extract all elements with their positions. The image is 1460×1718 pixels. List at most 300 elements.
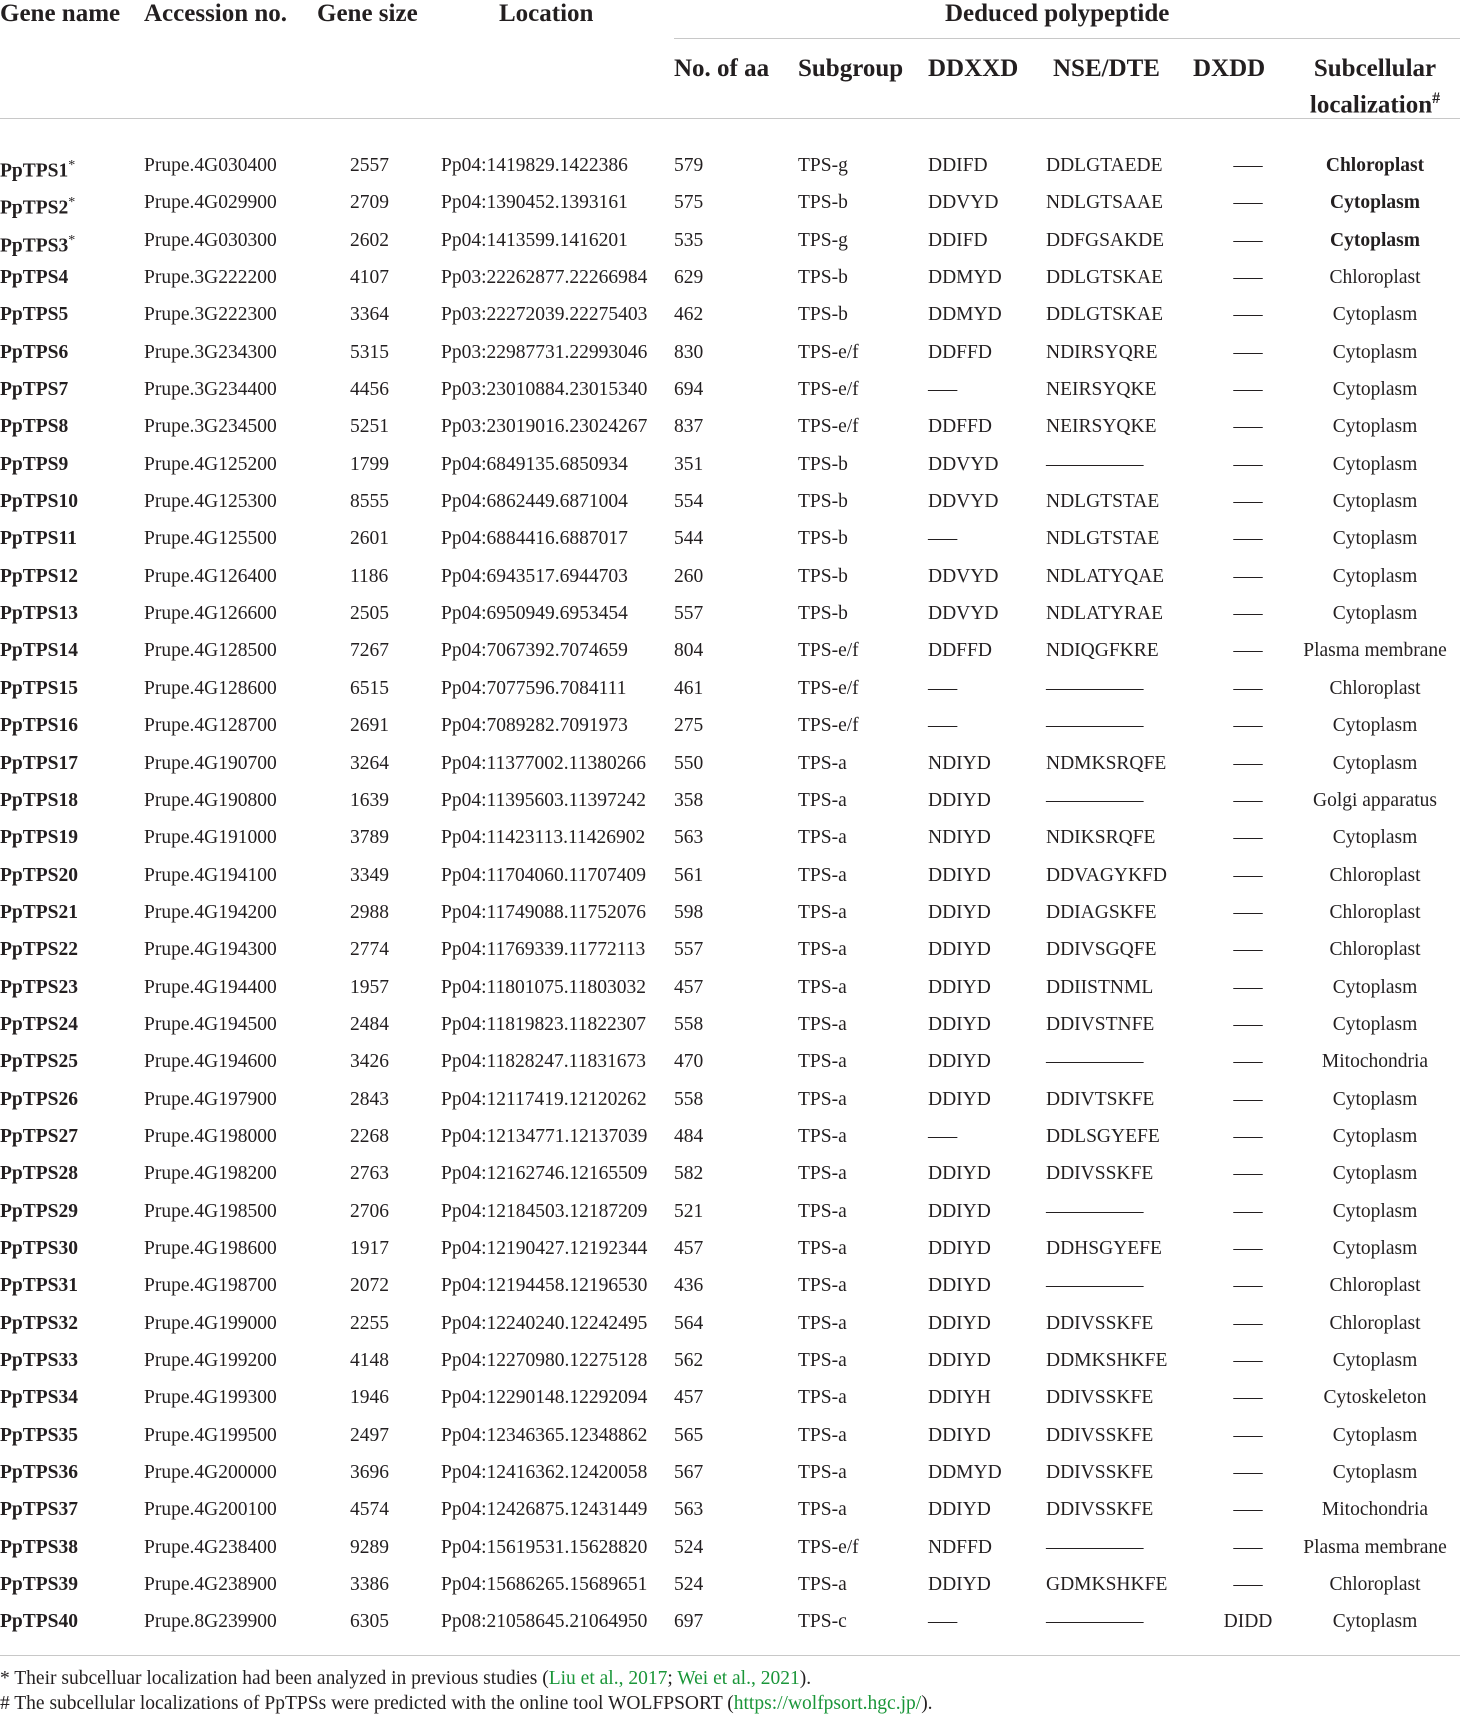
dxdd-cell: —– xyxy=(1233,1312,1263,1334)
dxdd-cell: —– xyxy=(1233,901,1263,923)
dxdd-cell: —– xyxy=(1233,1387,1263,1409)
table-row xyxy=(0,484,1460,521)
table-row xyxy=(0,559,1460,596)
dxdd-cell: —– xyxy=(1233,1350,1263,1371)
gene-size-cell: 3364 xyxy=(350,304,389,326)
table-row xyxy=(0,895,1460,932)
gene-size-cell: 2988 xyxy=(350,901,389,923)
accession-cell: Prupe.4G198000 xyxy=(144,1125,277,1147)
ddxxd-cell: DDVYD xyxy=(928,565,999,587)
aa-count-cell: 563 xyxy=(674,827,704,849)
subgroup-cell: TPS-b xyxy=(798,528,848,550)
accession-cell: Prupe.4G194600 xyxy=(144,1051,277,1073)
aa-count-cell: 558 xyxy=(674,1013,704,1035)
table-row xyxy=(0,708,1460,745)
dxdd-cell: —– xyxy=(1233,1125,1263,1147)
subgroup-cell: TPS-a xyxy=(798,1275,847,1297)
ddxxd-cell: DDIYH xyxy=(928,1387,991,1409)
accession-cell: Prupe.4G197900 xyxy=(144,1088,277,1110)
aa-count-cell: 579 xyxy=(674,155,704,176)
accession-cell: Prupe.4G126600 xyxy=(144,603,277,625)
ddxxd-cell: DDIYD xyxy=(928,1424,991,1446)
gene-name-text: PpTPS28 xyxy=(0,1163,79,1185)
header-accession: Accession no. xyxy=(144,0,288,27)
gene-size-cell: 1186 xyxy=(350,565,389,587)
gene-name-mark: * xyxy=(68,232,76,248)
localization-cell: Cytoplasm xyxy=(1332,491,1418,513)
dxdd-cell: —– xyxy=(1233,976,1263,998)
nse-dte-cell: ————— xyxy=(1046,1051,1144,1073)
gene-size-cell: 2484 xyxy=(350,1013,389,1035)
table-row xyxy=(0,1007,1460,1044)
gene-name-cell xyxy=(0,342,68,364)
nse-dte-cell: DDLGTSKAE xyxy=(1046,304,1163,326)
gene-size-cell: 3696 xyxy=(350,1462,389,1484)
location-cell: Pp04:11828247.11831673 xyxy=(441,1051,646,1073)
nse-dte-cell: NDLGTSAAE xyxy=(1046,192,1163,214)
nse-dte-cell: DDIVSGQFE xyxy=(1046,939,1157,961)
gene-size-cell: 2497 xyxy=(350,1424,389,1446)
ddxxd-cell: DDIYD xyxy=(928,864,991,886)
header-no-of-aa: No. of aa xyxy=(674,55,770,82)
dxdd-cell: —– xyxy=(1233,416,1263,438)
gene-name-cell xyxy=(0,977,78,999)
location-cell: Pp04:12426875.12431449 xyxy=(441,1499,648,1521)
aa-count-cell: 470 xyxy=(674,1051,704,1073)
subgroup-cell: TPS-a xyxy=(798,1125,847,1147)
gene-size-cell: 1917 xyxy=(350,1237,389,1259)
localization-cell: Cytoplasm xyxy=(1332,752,1418,774)
aa-count-cell: 457 xyxy=(674,1237,704,1259)
gene-name-text: PpTPS31 xyxy=(0,1275,79,1297)
gene-name-cell xyxy=(0,1574,78,1596)
localization-cell: Cytoplasm xyxy=(1332,1424,1418,1446)
table-row xyxy=(0,1231,1460,1268)
gene-size-cell: 4107 xyxy=(350,267,389,289)
gene-name-text: PpTPS13 xyxy=(0,603,79,625)
table-row xyxy=(0,1380,1460,1417)
header-dxdd: DXDD xyxy=(1193,55,1266,82)
ddxxd-cell: DDFFD xyxy=(928,416,992,438)
dxdd-cell: —– xyxy=(1233,1163,1263,1185)
gene-name-mark: * xyxy=(68,195,76,211)
gene-name-cell xyxy=(0,753,78,775)
subgroup-cell: TPS-b xyxy=(798,565,848,587)
location-cell: Pp04:12346365.12348862 xyxy=(441,1424,648,1446)
subgroup-cell: TPS-a xyxy=(798,1462,847,1484)
nse-dte-cell: DDHSGYEFE xyxy=(1046,1237,1162,1259)
aa-count-cell: 830 xyxy=(674,341,704,363)
accession-cell: Prupe.3G234400 xyxy=(144,379,277,401)
gene-size-cell: 3264 xyxy=(350,752,389,774)
localization-cell: Chloroplast xyxy=(1329,267,1421,289)
gene-name-cell xyxy=(0,603,78,625)
gene-size-cell: 2774 xyxy=(350,939,389,961)
aa-count-cell: 567 xyxy=(674,1462,704,1484)
gene-name-cell xyxy=(0,491,78,513)
location-cell: Pp04:12134771.12137039 xyxy=(441,1125,648,1147)
table-row xyxy=(0,148,1460,185)
location-cell: Pp04:11704060.11707409 xyxy=(441,864,646,886)
table-row xyxy=(0,223,1460,260)
location-cell: Pp04:12290148.12292094 xyxy=(441,1387,648,1409)
subgroup-cell: TPS-a xyxy=(798,789,847,811)
gene-size-cell: 2706 xyxy=(350,1200,389,1222)
dxdd-cell: —– xyxy=(1233,1275,1263,1297)
subgroup-cell: TPS-b xyxy=(798,192,848,214)
gene-name-text: PpTPS4 xyxy=(0,267,69,289)
gene-name-cell xyxy=(0,678,78,700)
nse-dte-cell: DDLSGYEFE xyxy=(1046,1125,1160,1147)
gene-name-cell xyxy=(0,1537,78,1559)
ddxxd-cell: DDIYD xyxy=(928,901,991,923)
accession-cell: Prupe.4G199300 xyxy=(144,1387,277,1409)
ddxxd-cell: DDIYD xyxy=(928,1350,991,1371)
nse-dte-cell: DDIVSSKFE xyxy=(1046,1499,1154,1521)
table-row xyxy=(0,1306,1460,1343)
accession-cell: Prupe.4G199500 xyxy=(144,1424,277,1446)
accession-cell: Prupe.4G194300 xyxy=(144,939,277,961)
header-ddxxd: DDXXD xyxy=(928,55,1019,82)
gene-name-cell xyxy=(0,1014,78,1036)
dxdd-cell: —– xyxy=(1233,565,1263,587)
gene-name-text: PpTPS11 xyxy=(0,528,77,550)
dxdd-cell: —– xyxy=(1233,677,1263,699)
localization-cell: Chloroplast xyxy=(1329,1312,1421,1334)
accession-cell: Prupe.4G128500 xyxy=(144,640,277,662)
footnote-2 xyxy=(0,1692,933,1716)
gene-name-text: PpTPS12 xyxy=(0,565,79,587)
gene-size-cell: 4148 xyxy=(350,1350,389,1371)
subgroup-cell: TPS-a xyxy=(798,1088,847,1110)
ddxxd-cell: —– xyxy=(928,715,958,737)
table-row xyxy=(0,447,1460,484)
gene-size-cell: 3386 xyxy=(350,1574,389,1596)
accession-cell: Prupe.4G190800 xyxy=(144,789,277,811)
location-cell: Pp04:11769339.11772113 xyxy=(441,939,646,961)
gene-size-cell: 1799 xyxy=(350,453,389,475)
nse-dte-cell: DDIVTSKFE xyxy=(1046,1088,1155,1110)
localization-cell: Cytoplasm xyxy=(1332,976,1418,998)
nse-dte-cell: ————— xyxy=(1046,677,1144,699)
location-cell: Pp04:7077596.7084111 xyxy=(441,677,627,699)
ddxxd-cell: DDIYD xyxy=(928,1013,991,1035)
gene-size-cell: 2691 xyxy=(350,715,389,737)
gene-size-cell: 6515 xyxy=(350,677,389,699)
location-cell: Pp04:15686265.15689651 xyxy=(441,1574,648,1596)
aa-count-cell: 697 xyxy=(674,1611,704,1633)
dxdd-cell: —– xyxy=(1233,192,1263,214)
accession-cell: Prupe.4G194400 xyxy=(144,976,277,998)
citation-link-liu[interactable]: Liu et al., 2017 xyxy=(548,1668,668,1689)
gene-name-text: PpTPS40 xyxy=(0,1611,79,1633)
gene-size-cell: 5315 xyxy=(350,341,389,363)
header-nse-dte: NSE/DTE xyxy=(1053,55,1160,82)
subgroup-cell: TPS-a xyxy=(798,864,847,886)
aa-count-cell: 598 xyxy=(674,901,704,923)
gene-name-text: PpTPS36 xyxy=(0,1462,79,1484)
gene-name-text: PpTPS14 xyxy=(0,640,79,662)
aa-count-cell: 484 xyxy=(674,1125,704,1147)
aa-count-cell: 563 xyxy=(674,1499,704,1521)
localization-cell: Cytoplasm xyxy=(1332,1350,1418,1371)
gene-name-cell xyxy=(0,1275,78,1297)
gene-name-text: PpTPS20 xyxy=(0,864,79,886)
dxdd-cell: —– xyxy=(1233,789,1263,811)
location-cell: Pp03:23019016.23024267 xyxy=(441,416,648,438)
aa-count-cell: 550 xyxy=(674,752,704,774)
dxdd-cell: —– xyxy=(1233,1013,1263,1035)
gene-name-text: PpTPS25 xyxy=(0,1051,79,1073)
gene-name-text: PpTPS24 xyxy=(0,1013,79,1035)
gene-name-text: PpTPS17 xyxy=(0,752,79,774)
gene-name-text: PpTPS23 xyxy=(0,976,79,998)
accession-cell: Prupe.4G125200 xyxy=(144,453,277,475)
aa-count-cell: 524 xyxy=(674,1574,704,1596)
table-row xyxy=(0,1119,1460,1156)
gene-size-cell: 2602 xyxy=(350,229,389,251)
table-row xyxy=(0,1530,1460,1567)
nse-dte-cell: DDIVSSKFE xyxy=(1046,1163,1154,1185)
table-row xyxy=(0,1604,1460,1641)
nse-dte-cell: ————— xyxy=(1046,1275,1144,1297)
gene-size-cell: 2255 xyxy=(350,1312,389,1334)
localization-cell: Cytoplasm xyxy=(1332,341,1418,363)
gene-name-cell xyxy=(0,1499,78,1521)
gene-name-text: PpTPS34 xyxy=(0,1387,79,1409)
gene-size-cell: 2505 xyxy=(350,603,389,625)
ddxxd-cell: DDIYD xyxy=(928,1237,991,1259)
gene-name-text: PpTPS32 xyxy=(0,1312,79,1334)
accession-cell: Prupe.4G194200 xyxy=(144,901,277,923)
dxdd-cell: —– xyxy=(1233,939,1263,961)
accession-cell: Prupe.4G030400 xyxy=(144,155,277,176)
location-cell: Pp03:22262877.22266984 xyxy=(441,267,648,289)
subgroup-cell: TPS-e/f xyxy=(798,416,859,438)
ddxxd-cell: —– xyxy=(928,1125,958,1147)
gene-name-cell xyxy=(0,902,78,924)
localization-cell: Cytoplasm xyxy=(1332,1462,1418,1484)
nse-dte-cell: NEIRSYQKE xyxy=(1046,379,1157,401)
aa-count-cell: 260 xyxy=(674,565,704,587)
nse-dte-cell: NDLATYRAE xyxy=(1046,603,1163,625)
nse-dte-cell: ————— xyxy=(1046,1200,1144,1222)
accession-cell: Prupe.4G198600 xyxy=(144,1237,277,1259)
table-row xyxy=(0,1082,1460,1119)
accession-cell: Prupe.4G198500 xyxy=(144,1200,277,1222)
subgroup-cell: TPS-a xyxy=(798,1200,847,1222)
nse-dte-cell: ————— xyxy=(1046,1611,1144,1633)
dxdd-cell: —– xyxy=(1233,341,1263,363)
nse-dte-cell: NDMKSRQFE xyxy=(1046,752,1167,774)
ddxxd-cell: —– xyxy=(928,1611,958,1633)
footnote-1 xyxy=(0,1667,811,1691)
location-cell: Pp04:11423113.11426902 xyxy=(441,827,646,849)
gene-size-cell: 1957 xyxy=(350,976,389,998)
gene-name-text: PpTPS2 xyxy=(0,197,69,219)
localization-cell: Mitochondria xyxy=(1321,1499,1429,1521)
ddxxd-cell: DDIYD xyxy=(928,1051,991,1073)
ddxxd-cell: DDIYD xyxy=(928,789,991,811)
location-cell: Pp04:11377002.11380266 xyxy=(441,752,646,774)
nse-dte-cell: DDIVSSKFE xyxy=(1046,1462,1154,1484)
gene-name-text: PpTPS6 xyxy=(0,341,69,363)
nse-dte-cell: DDIVSSKFE xyxy=(1046,1387,1154,1409)
gene-size-cell: 2763 xyxy=(350,1163,389,1185)
gene-size-cell: 5251 xyxy=(350,416,389,438)
location-cell: Pp04:12162746.12165509 xyxy=(441,1163,648,1185)
location-cell: Pp03:23010884.23015340 xyxy=(441,379,648,401)
gene-size-cell: 2072 xyxy=(350,1275,389,1297)
gene-size-cell: 3789 xyxy=(350,827,389,849)
table-body xyxy=(0,148,1460,1642)
accession-cell: Prupe.4G190700 xyxy=(144,752,277,774)
ddxxd-cell: DDIFD xyxy=(928,155,988,176)
header-deduced-polypeptide: Deduced polypeptide xyxy=(945,0,1170,27)
subgroup-cell: TPS-a xyxy=(798,1051,847,1073)
location-cell: Pp03:22272039.22275403 xyxy=(441,304,648,326)
accession-cell: Prupe.8G239900 xyxy=(144,1611,277,1633)
header-subgroup: Subgroup xyxy=(798,55,904,82)
aa-count-cell: 557 xyxy=(674,939,704,961)
gene-size-cell: 1639 xyxy=(350,789,389,811)
gene-name-text: PpTPS3 xyxy=(0,235,69,257)
localization-cell: Chloroplast xyxy=(1329,939,1421,961)
nse-dte-cell: NEIRSYQKE xyxy=(1046,416,1157,438)
accession-cell: Prupe.3G234500 xyxy=(144,416,277,438)
nse-dte-cell: DDLGTSKAE xyxy=(1046,267,1163,289)
localization-cell: Cytoplasm xyxy=(1332,603,1418,625)
accession-cell: Prupe.3G222200 xyxy=(144,267,277,289)
citation-link-wei[interactable]: Wei et al., 2021 xyxy=(677,1668,800,1689)
aa-count-cell: 275 xyxy=(674,715,704,737)
gene-name-cell xyxy=(0,230,75,258)
gene-name-cell xyxy=(0,827,78,849)
gene-name-cell xyxy=(0,865,78,887)
subgroup-cell: TPS-c xyxy=(798,1611,847,1633)
location-cell: Pp04:12240240.12242495 xyxy=(441,1312,648,1334)
header-localization-text: localization xyxy=(1309,91,1433,119)
localization-cell: Mitochondria xyxy=(1321,1051,1429,1073)
nse-dte-cell: DDIVSTNFE xyxy=(1046,1013,1155,1035)
header-subcellular: Subcellular xyxy=(1313,55,1437,82)
localization-cell: Chloroplast xyxy=(1329,864,1421,886)
nse-dte-cell: DDMKSHKFE xyxy=(1046,1350,1168,1371)
ddxxd-cell: DDIYD xyxy=(928,1088,991,1110)
accession-cell: Prupe.4G200000 xyxy=(144,1462,277,1484)
aa-count-cell: 575 xyxy=(674,192,704,214)
aa-count-cell: 562 xyxy=(674,1350,704,1371)
gene-name-cell xyxy=(0,528,77,550)
nse-dte-cell: NDIQGFKRE xyxy=(1046,640,1159,662)
ddxxd-cell: —– xyxy=(928,379,958,401)
location-cell: Pp04:15619531.15628820 xyxy=(441,1536,648,1558)
localization-cell: Cytoplasm xyxy=(1332,565,1418,587)
table-row xyxy=(0,1343,1460,1380)
accession-cell: Prupe.4G128700 xyxy=(144,715,277,737)
dxdd-cell: —– xyxy=(1233,1051,1263,1073)
header-subrule xyxy=(674,38,1460,39)
location-cell: Pp04:12190427.12192344 xyxy=(441,1237,648,1259)
gene-name-text: PpTPS1 xyxy=(0,160,69,182)
header-localization xyxy=(1295,85,1455,119)
table-row xyxy=(0,858,1460,895)
location-cell: Pp04:1413599.1416201 xyxy=(441,229,628,251)
ddxxd-cell: DDIYD xyxy=(928,1499,991,1521)
gene-name-cell xyxy=(0,1611,78,1633)
subgroup-cell: TPS-a xyxy=(798,1387,847,1409)
gene-size-cell: 2557 xyxy=(350,155,389,176)
table-row xyxy=(0,783,1460,820)
table-row xyxy=(0,746,1460,783)
gene-size-cell: 7267 xyxy=(350,640,389,662)
accession-cell: Prupe.4G198200 xyxy=(144,1163,277,1185)
nse-dte-cell: ————— xyxy=(1046,453,1144,475)
table-row xyxy=(0,820,1460,857)
dxdd-cell: —– xyxy=(1233,1462,1263,1484)
ddxxd-cell: DDIYD xyxy=(928,1163,991,1185)
dxdd-cell: —– xyxy=(1233,864,1263,886)
dxdd-cell: —– xyxy=(1233,1200,1263,1222)
subgroup-cell: TPS-b xyxy=(798,491,848,513)
ddxxd-cell: DDMYD xyxy=(928,1462,1002,1484)
location-cell: Pp04:6943517.6944703 xyxy=(441,565,628,587)
aa-count-cell: 564 xyxy=(674,1312,704,1334)
aa-count-cell: 629 xyxy=(674,267,704,289)
accession-cell: Prupe.3G222300 xyxy=(144,304,277,326)
aa-count-cell: 457 xyxy=(674,1387,704,1409)
dxdd-cell: —– xyxy=(1233,1237,1263,1259)
wolfpsort-link[interactable]: https://wolfpsort.hgc.jp/ xyxy=(733,1693,922,1714)
gene-size-cell: 8555 xyxy=(350,491,389,513)
gene-name-text: PpTPS37 xyxy=(0,1499,79,1521)
gene-size-cell: 4456 xyxy=(350,379,389,401)
subgroup-cell: TPS-e/f xyxy=(798,640,859,662)
dxdd-cell: —– xyxy=(1233,715,1263,737)
localization-cell: Cytoplasm xyxy=(1332,1163,1418,1185)
footnote-1-prefix: * Their subcelluar localization had been analyzed in previous studies ( xyxy=(0,1668,549,1689)
accession-cell: Prupe.4G128600 xyxy=(144,677,277,699)
location-cell: Pp04:11749088.11752076 xyxy=(441,901,646,923)
subgroup-cell: TPS-a xyxy=(798,1350,847,1371)
aa-count-cell: 521 xyxy=(674,1200,704,1222)
localization-cell: Plasma membrane xyxy=(1303,640,1447,662)
gene-name-cell xyxy=(0,1163,78,1185)
nse-dte-cell: ————— xyxy=(1046,1536,1144,1558)
nse-dte-cell: ————— xyxy=(1046,789,1144,811)
gene-name-cell xyxy=(0,939,78,961)
accession-cell: Prupe.4G199200 xyxy=(144,1350,277,1371)
aa-count-cell: 561 xyxy=(674,864,704,886)
localization-cell: Cytoplasm xyxy=(1332,715,1418,737)
gene-name-text: PpTPS18 xyxy=(0,789,79,811)
dxdd-cell: —– xyxy=(1233,640,1263,662)
accession-cell: Prupe.4G194100 xyxy=(144,864,277,886)
dxdd-cell: —– xyxy=(1233,491,1263,513)
dxdd-cell: —– xyxy=(1233,304,1263,326)
table-row xyxy=(0,521,1460,558)
location-cell: Pp04:12270980.12275128 xyxy=(441,1350,648,1371)
dxdd-cell: DIDD xyxy=(1223,1611,1273,1633)
location-cell: Pp04:11819823.11822307 xyxy=(441,1013,646,1035)
gene-name-cell xyxy=(0,1051,78,1073)
localization-cell: Cytoplasm xyxy=(1332,1013,1418,1035)
gene-name-text: PpTPS39 xyxy=(0,1574,79,1596)
ddxxd-cell: DDVYD xyxy=(928,192,999,214)
ddxxd-cell: DDIYD xyxy=(928,1574,991,1596)
location-cell: Pp04:12194458.12196530 xyxy=(441,1275,648,1297)
table-row xyxy=(0,1156,1460,1193)
